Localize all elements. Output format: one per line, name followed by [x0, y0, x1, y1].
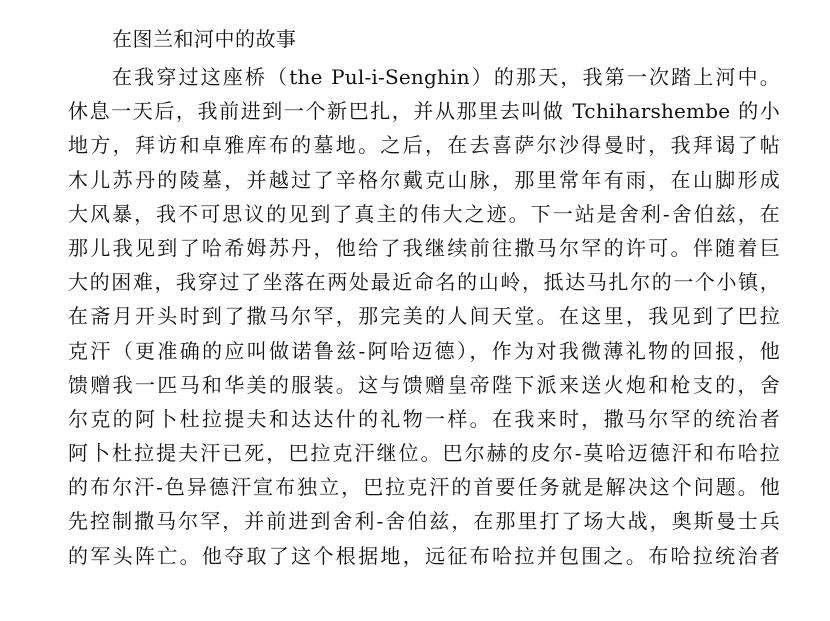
text-line: 先控制撒马尔罕，并前进到舍利-舍伯兹，在那里打了场大战，奥斯曼士兵 [68, 509, 780, 534]
text-line: 地方，拜访和卓雅库布的墓地。之后，在去喜萨尔沙得曼时，我拜谒了帖 [68, 133, 780, 158]
text-line: 大的困难，我穿过了坐落在两处最近命名的山岭，抵达马扎尔的一个小镇， [68, 270, 780, 295]
text-line: 阿卜杜拉提夫汗已死，巴拉克汗继位。巴尔赫的皮尔-莫哈迈德汗和布哈拉 [68, 441, 780, 466]
body-paragraph [68, 60, 780, 573]
text-line: 在斋月开头时到了撒马尔罕，那完美的人间天堂。在这里，我见到了巴拉 [68, 304, 780, 329]
text-line: 克汗（更准确的应叫做诺鲁兹-阿哈迈德），作为对我微薄礼物的回报，他 [68, 338, 780, 363]
text-line: 大风暴，我不可思议的见到了真主的伟大之迹。下一站是舍利-舍伯兹，在 [68, 201, 780, 226]
text-line: 在我穿过这座桥（the Pul-i-Senghin）的那天，我第一次踏上河中。 [112, 65, 780, 89]
text-line: 尔克的阿卜杜拉提夫和达达什的礼物一样。在我来时，撒马尔罕的统治者 [68, 406, 780, 431]
text-line: 那儿我见到了哈希姆苏丹，他给了我继续前往撒马尔罕的许可。伴随着巨 [68, 235, 780, 260]
text-line: 馈赠我一匹马和华美的服装。这与馈赠皇帝陛下派来送火炮和枪支的，舍 [68, 372, 780, 397]
text-line: 的军头阵亡。他夺取了这个根据地，远征布哈拉并包围之。布哈拉统治者 [68, 543, 780, 568]
section-heading: 在图兰和河中的故事 [112, 27, 297, 51]
text-line: 木儿苏丹的陵墓，并越过了辛格尔戴克山脉，那里常年有雨，在山脚形成 [68, 167, 780, 192]
text-line: 休息一天后，我前进到一个新巴扎，并从那里去叫做 Tchiharshembe 的小 [68, 99, 780, 124]
text-line: 的布尔汗-色异德汗宣布独立，巴拉克汗的首要任务就是解决这个问题。他 [68, 475, 780, 500]
